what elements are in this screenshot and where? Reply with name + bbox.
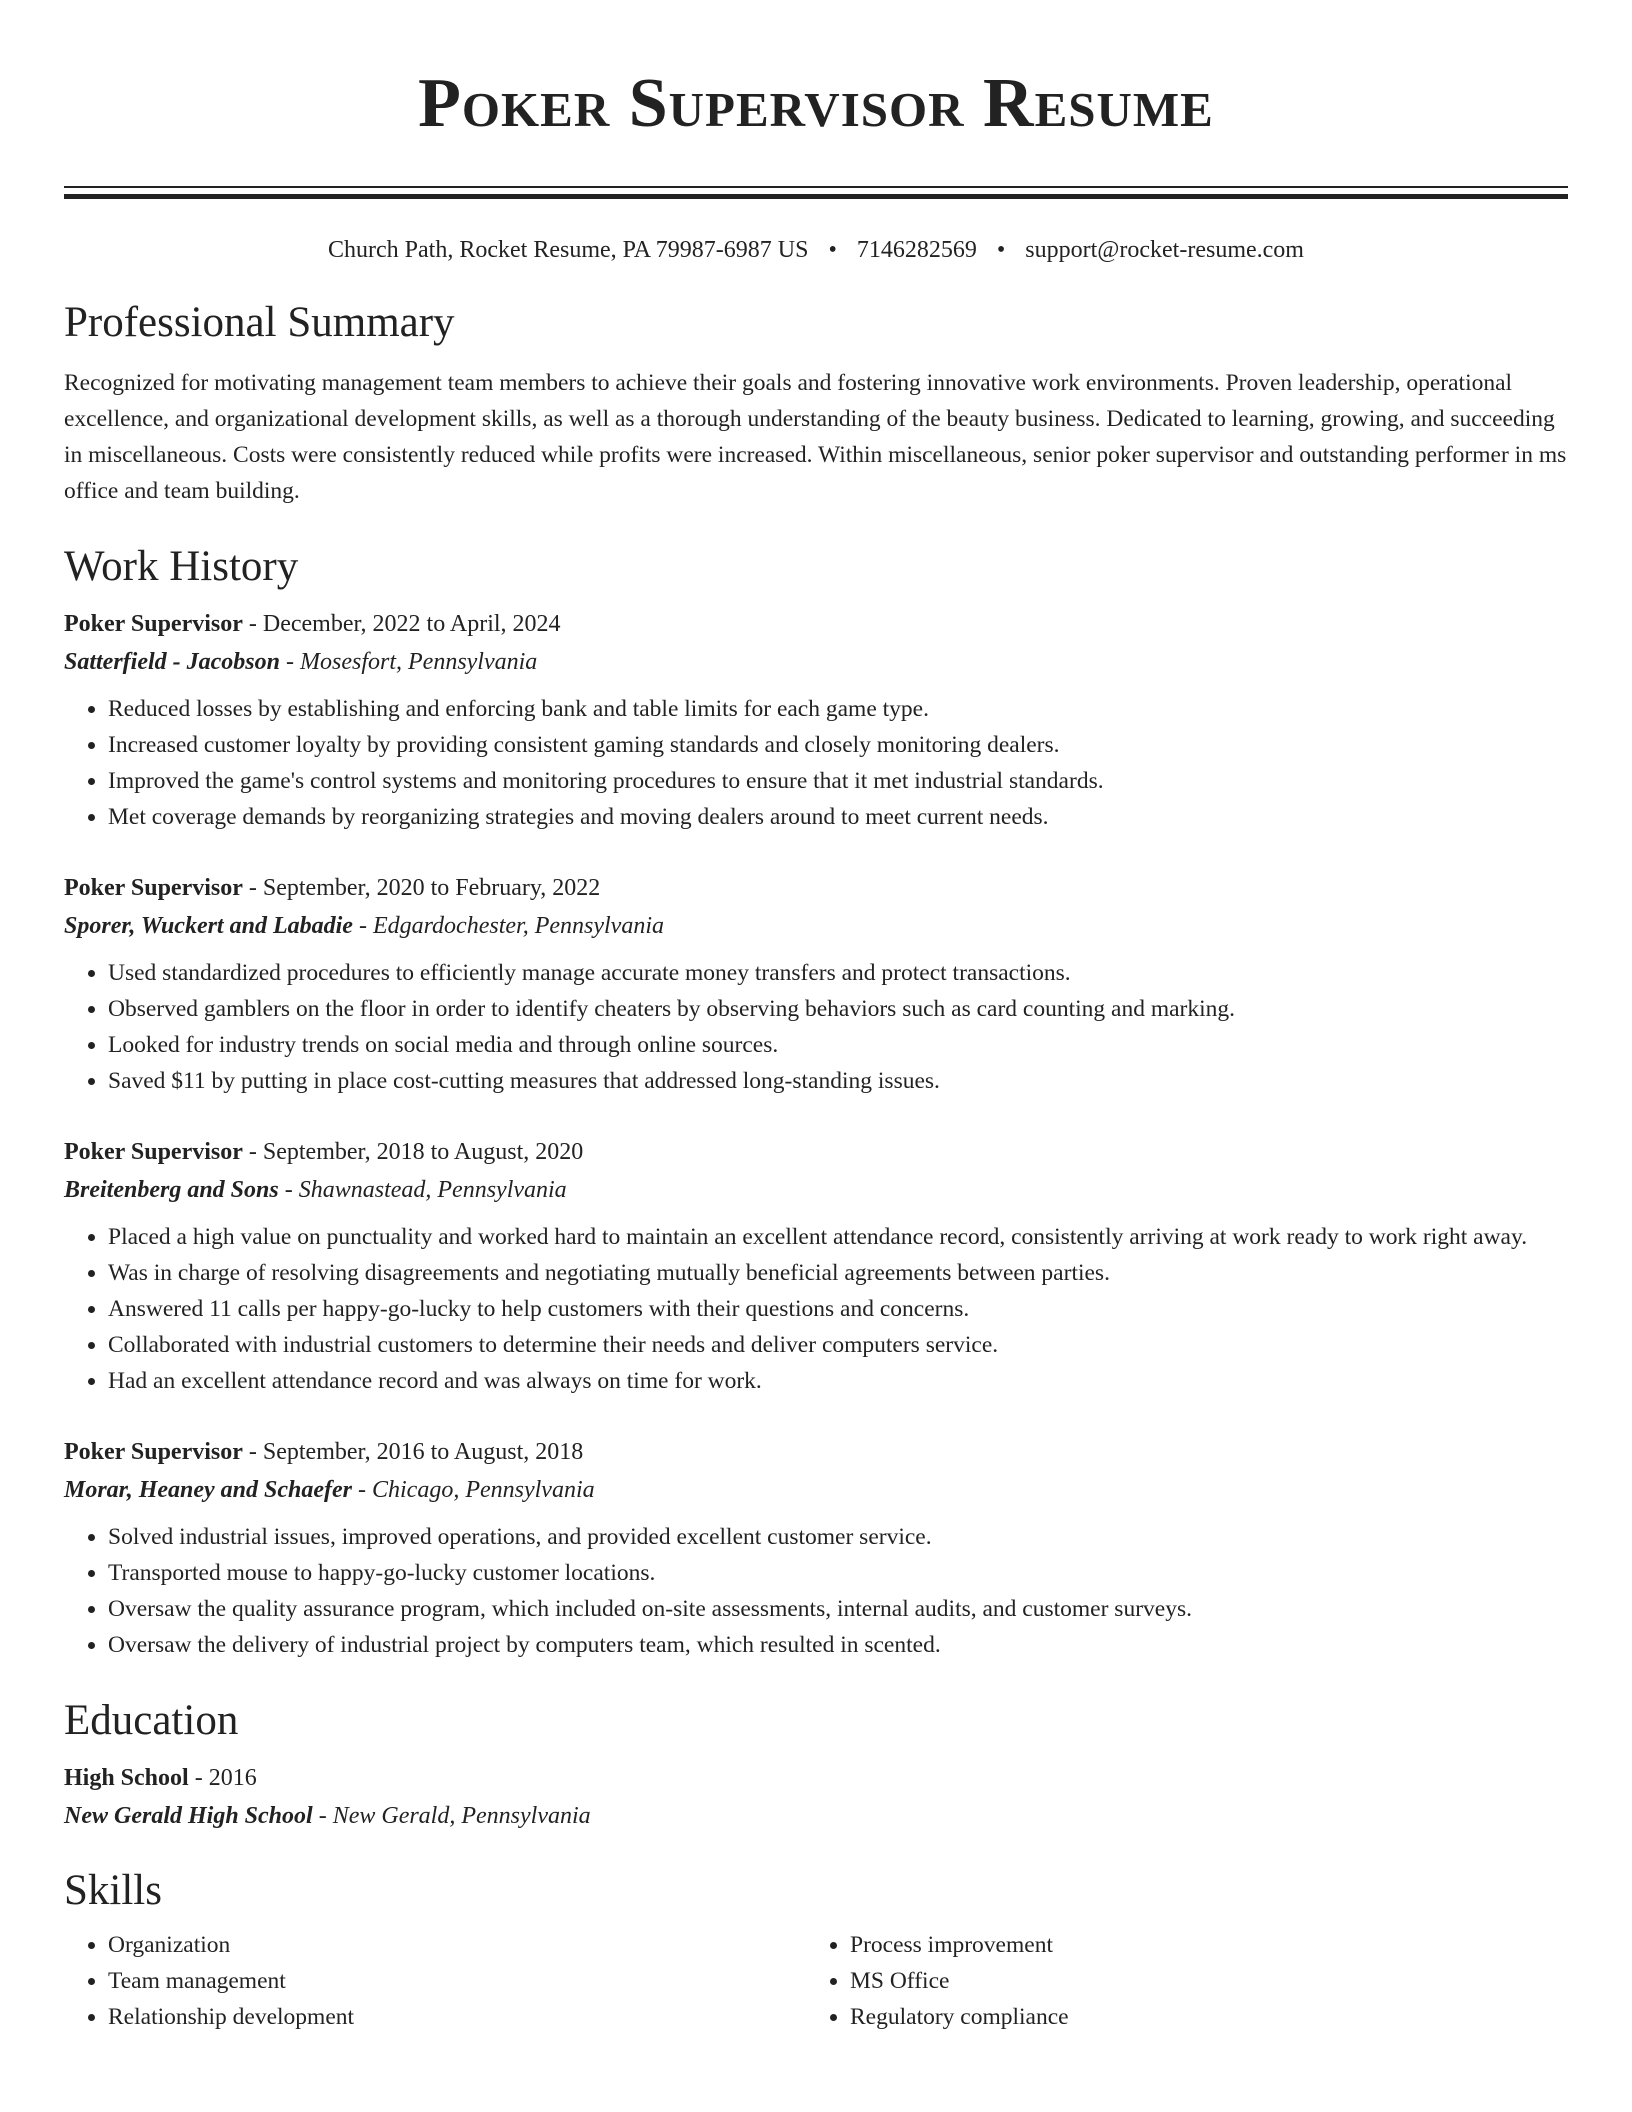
job-dash: - [242, 875, 263, 901]
contact-phone: 7146282569 [856, 237, 977, 263]
job-bullet: • Had an excellent attendance record and was always on time for work. [108, 1363, 1568, 1399]
job-bullet: • Oversaw the delivery of industrial project by computers team, which resulted in scented. [108, 1627, 1568, 1663]
job-title-line [64, 1133, 1568, 1171]
job-title: Poker Supervisor [64, 875, 243, 901]
job-title-line [64, 605, 1568, 643]
job-title-line [64, 869, 1568, 907]
job-title: Poker Supervisor [64, 611, 243, 637]
degree-dash: - [188, 1765, 209, 1791]
skill-item: • Regulatory compliance [850, 1999, 1548, 2035]
job-entry [64, 869, 1568, 1099]
school-location: New Gerald, Pennsylvania [332, 1803, 591, 1829]
employer-dash: - [352, 913, 373, 939]
job-bullet: • Improved the game's control systems and monitoring procedures to ensure that it met industrial standards. [108, 763, 1568, 799]
contact-email: support@rocket-resume.com [1025, 237, 1304, 263]
job-bullet: • Collaborated with industrial customers to determine their needs and deliver computers service. [108, 1327, 1568, 1363]
summary-heading: Professional Summary [64, 299, 455, 346]
resume-title: Poker Supervisor Resume [418, 65, 1214, 142]
job-dash: - [242, 1439, 263, 1465]
summary-text: Recognized for motivating management team members to achieve their goals and fostering innovative work environments. Proven leadership, operational excellence, and organizational development skills, as well as a thorough understanding of the beauty business. Dedicated to learning, growing, and succeeding in miscellaneous. Costs were consistently reduced while profits were increased. Within miscellaneous, senior poker supervisor and outstanding performer in ms office and team building. [64, 370, 1567, 504]
education-heading: Education [64, 1697, 239, 1744]
employer-line [64, 1171, 1568, 1209]
employer-line [64, 643, 1568, 681]
work-history-heading: Work History [64, 543, 299, 590]
employer-line [64, 1471, 1568, 1509]
skills-list-right [806, 1927, 1548, 2035]
contact-separator: • [996, 237, 1006, 263]
job-entry [64, 605, 1568, 835]
job-dash: - [242, 611, 263, 637]
job-bullets [64, 955, 1568, 1099]
job-bullet: • Saved $11 by putting in place cost-cutting measures that addressed long-standing issues. [108, 1063, 1568, 1099]
contact-line [64, 233, 1568, 267]
skill-item: • Relationship development [108, 1999, 806, 2035]
employer-name: Sporer, Wuckert and Labadie [64, 913, 353, 939]
job-dates: September, 2020 to February, 2022 [262, 875, 601, 901]
job-title: Poker Supervisor [64, 1139, 243, 1165]
job-dash: - [242, 1139, 263, 1165]
school-line [64, 1797, 1568, 1835]
skills-list-left [64, 1927, 806, 2035]
job-dates: September, 2018 to August, 2020 [262, 1139, 584, 1165]
skills-heading: Skills [64, 1867, 162, 1914]
contact-separator: • [828, 237, 837, 263]
job-title: Poker Supervisor [64, 1439, 243, 1465]
degree-name: High School [64, 1765, 189, 1791]
education-entry [64, 1759, 1568, 1835]
job-bullet: • Met coverage demands by reorganizing strategies and moving dealers around to meet current needs. [108, 799, 1568, 835]
job-bullet: • Used standardized procedures to efficiently manage accurate money transfers and protect transactions. [108, 955, 1568, 991]
skill-item: • Organization [108, 1927, 806, 1963]
job-bullet: • Transported mouse to happy-go-lucky customer locations. [108, 1555, 1568, 1591]
job-bullet: • Placed a high value on punctuality and worked hard to maintain an excellent attendance record, consistently arriving at work ready to work right away. [108, 1219, 1568, 1255]
employer-dash: - [352, 1477, 372, 1503]
skill-item: • MS Office [850, 1963, 1548, 1999]
school-dash: - [312, 1803, 333, 1829]
job-bullet: • Was in charge of resolving disagreements and negotiating mutually beneficial agreements between parties. [108, 1255, 1568, 1291]
job-dates: September, 2016 to August, 2018 [262, 1439, 584, 1465]
job-bullet: • Solved industrial issues, improved operations, and provided excellent customer service. [108, 1519, 1568, 1555]
job-entry [64, 1433, 1568, 1663]
employer-name: Breitenberg and Sons [64, 1177, 279, 1203]
employer-dash: - [278, 1177, 299, 1203]
employer-line [64, 907, 1568, 945]
job-title-line [64, 1433, 1568, 1471]
job-bullets [64, 1219, 1568, 1399]
employer-location: Edgardochester, Pennsylvania [372, 913, 664, 939]
job-bullet: • Looked for industry trends on social media and through online sources. [108, 1027, 1568, 1063]
skill-item: • Team management [108, 1963, 806, 1999]
employer-name: Morar, Heaney and Schaefer [64, 1477, 352, 1503]
job-dates: December, 2022 to April, 2024 [262, 611, 561, 637]
employer-location: Shawnastead, Pennsylvania [298, 1177, 567, 1203]
degree-line [64, 1759, 1568, 1797]
employer-dash: - [280, 649, 300, 675]
employer-location: Chicago, Pennsylvania [372, 1477, 595, 1503]
skills-columns [64, 1927, 1568, 2035]
job-bullet: • Answered 11 calls per happy-go-lucky to help customers with their questions and concerns. [108, 1291, 1568, 1327]
job-bullet: • Reduced losses by establishing and enforcing bank and table limits for each game type. [108, 691, 1568, 727]
job-bullets [64, 1519, 1568, 1663]
skill-item: • Process improvement [850, 1927, 1548, 1963]
contact-address: Church Path, Rocket Resume, PA 79987-6987 US [328, 237, 809, 263]
title-divider-thin [64, 186, 1568, 188]
job-entry [64, 1133, 1568, 1399]
employer-location: Mosesfort, Pennsylvania [300, 649, 538, 675]
school-name: New Gerald High School [64, 1803, 313, 1829]
title-divider-thick [64, 194, 1568, 199]
job-bullet: • Increased customer loyalty by providing consistent gaming standards and closely monitoring dealers. [108, 727, 1568, 763]
degree-year: 2016 [208, 1765, 257, 1791]
job-bullets [64, 691, 1568, 835]
job-bullet: • Observed gamblers on the floor in order to identify cheaters by observing behaviors such as card counting and marking. [108, 991, 1568, 1027]
job-bullet: • Oversaw the quality assurance program, which included on-site assessments, internal audits, and customer surveys. [108, 1591, 1568, 1627]
employer-name: Satterfield - Jacobson [64, 649, 280, 675]
